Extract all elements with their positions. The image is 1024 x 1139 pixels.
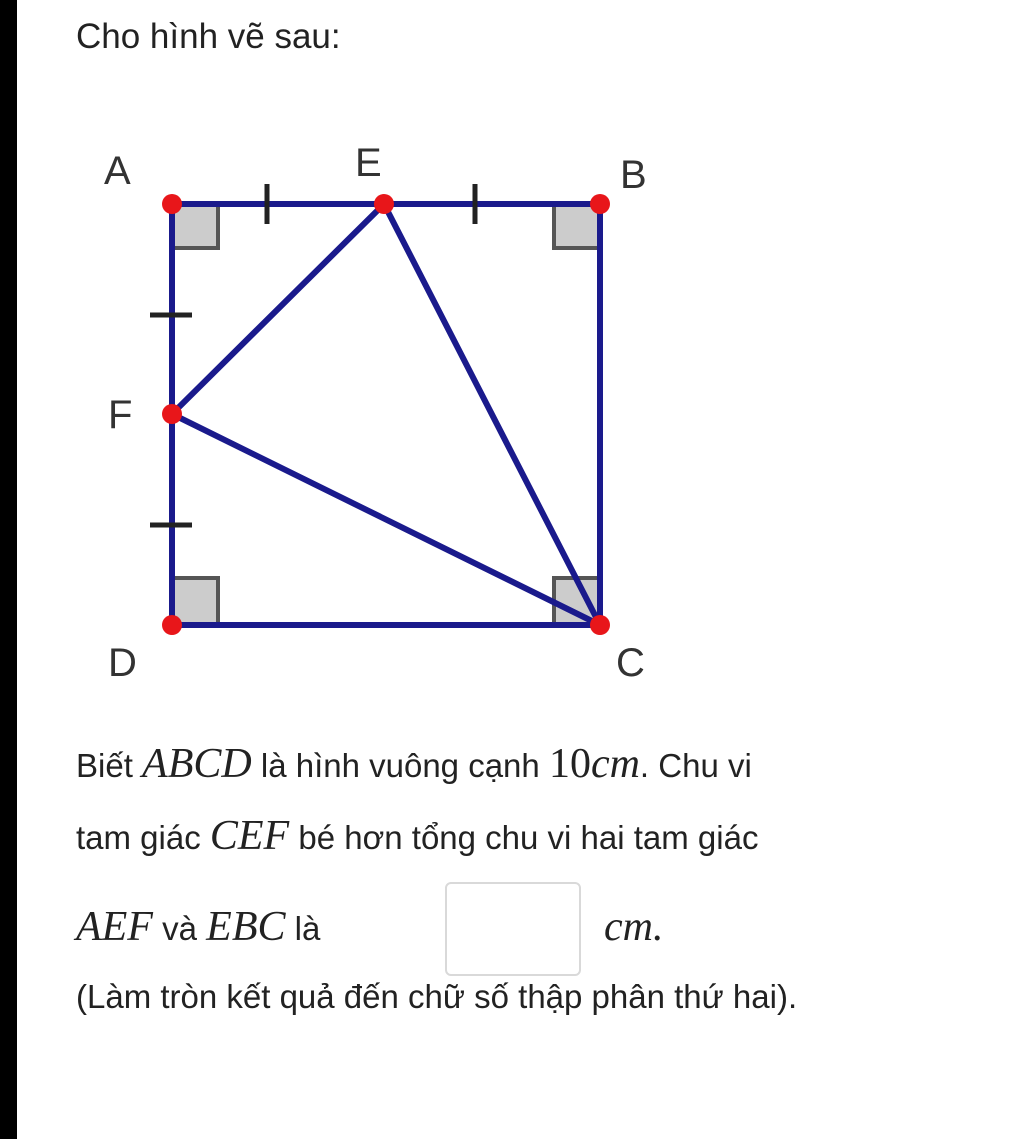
point-c <box>590 615 610 635</box>
text: tam giác <box>76 819 210 856</box>
point-d <box>162 615 182 635</box>
point-e <box>374 194 394 214</box>
text: là <box>285 910 321 947</box>
label-a: A <box>104 149 131 193</box>
segment-fc <box>172 414 600 625</box>
label-f: F <box>108 393 133 437</box>
text: và <box>152 910 207 947</box>
label-e: E <box>355 141 382 185</box>
rounding-note: (Làm tròn kết quả đến chữ số thập phân thứ hai). <box>76 978 798 1015</box>
text: . Chu vi <box>639 747 752 784</box>
label-d: D <box>108 641 137 685</box>
math-aef: AEF <box>76 904 153 950</box>
point-f <box>162 404 182 424</box>
segment-ec <box>384 204 600 625</box>
math-ebc: EBC <box>206 904 286 950</box>
question-heading: Cho hình vẽ sau: <box>76 17 341 56</box>
right-angle-d <box>172 578 218 624</box>
problem-line-1 <box>76 740 752 788</box>
math-cm: cm <box>590 741 640 787</box>
answer-input-box[interactable] <box>445 882 581 976</box>
math-10: 10 <box>548 741 591 787</box>
text: Biết <box>76 747 143 784</box>
answer-unit: cm. <box>604 904 664 950</box>
math-abcd: ABCD <box>142 741 252 787</box>
text: là hình vuông cạnh <box>251 747 549 784</box>
point-a <box>162 194 182 214</box>
math-cef: CEF <box>209 813 290 859</box>
text: bé hơn tổng chu vi hai tam giác <box>289 819 759 856</box>
label-b: B <box>620 153 647 197</box>
label-c: C <box>616 641 645 685</box>
problem-line-2 <box>76 812 758 860</box>
point-b <box>590 194 610 214</box>
problem-line-3 <box>76 903 320 951</box>
